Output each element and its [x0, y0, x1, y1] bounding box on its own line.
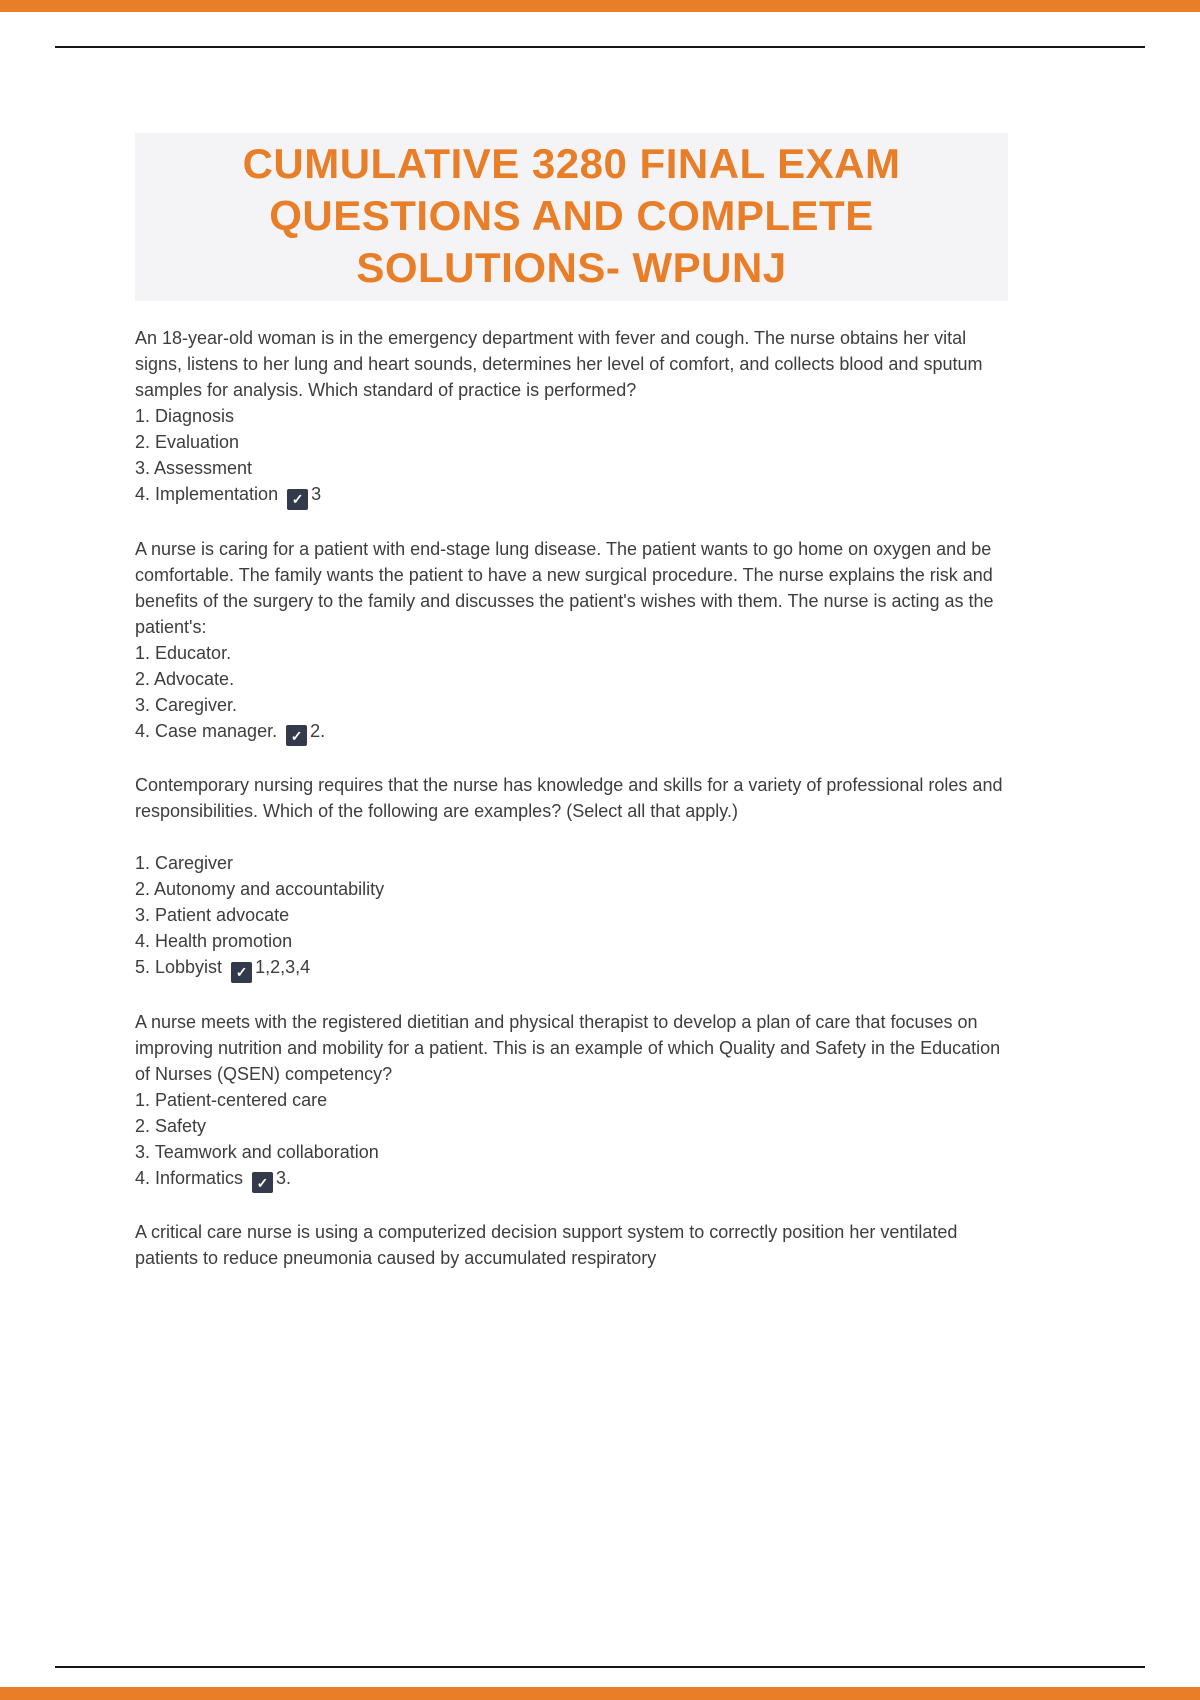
checkmark-icon: ✓ — [286, 725, 307, 746]
option-text: 2. Autonomy and accountability — [135, 879, 385, 900]
question-block — [135, 536, 1008, 747]
option-text: 1. Educator. — [135, 642, 232, 663]
option-text: 2. Evaluation — [135, 432, 240, 453]
correct-answer: 3 — [311, 484, 322, 505]
option-text: 1. Diagnosis — [135, 406, 235, 427]
option-text: 2. Safety — [135, 1115, 207, 1136]
question-block — [135, 772, 1008, 983]
document-title-line: QUESTIONS AND COMPLETE — [269, 192, 874, 240]
correct-answer: 2. — [310, 720, 326, 741]
answer-option — [135, 850, 1008, 876]
option-text: 2. Advocate. — [135, 668, 235, 689]
document-title-line: CUMULATIVE 3280 FINAL EXAM — [242, 140, 901, 187]
question-block — [135, 1009, 1008, 1194]
answer-option — [135, 692, 1008, 718]
checkmark-icon: ✓ — [231, 962, 252, 983]
question-block — [135, 325, 1008, 510]
option-text: 3. Caregiver. — [135, 694, 238, 715]
answer-option — [135, 666, 1008, 692]
option-text: 4. Informatics — [135, 1167, 244, 1188]
correct-answer: 1,2,3,4 — [255, 957, 311, 978]
answer-option — [135, 403, 1008, 429]
checkmark-icon: ✓ — [252, 1172, 273, 1193]
answer-option — [135, 1139, 1008, 1165]
option-text: 3. Teamwork and collaboration — [135, 1141, 379, 1162]
option-text: 1. Patient-centered care — [135, 1089, 328, 1110]
blank-line — [135, 824, 1008, 850]
document-title-line: SOLUTIONS- WPUNJ — [356, 244, 787, 292]
question-stem: A nurse is caring for a patient with end-stage lung disease. The patient wants to go home on oxygen and be comfortable. The family wants the patient to have a new surgical procedure. The nurse explains the risk and benefits of the surgery to the family and discusses the patient's wishes with them. The nurse is acting as the patient's: — [135, 538, 994, 637]
question-stem: A nurse meets with the registered dietitian and physical therapist to develop a plan of care that focuses on improving nutrition and mobility for a patient. This is an example of which Quality and Safety in the Education of Nurses (QSEN) competency? — [135, 1011, 1001, 1084]
answer-option — [135, 640, 1008, 666]
question-block — [135, 1219, 1008, 1271]
top-accent-bar — [0, 0, 1200, 12]
answer-option — [135, 455, 1008, 481]
option-text: 4. Implementation — [135, 484, 279, 505]
footer-rule — [55, 1666, 1145, 1668]
answer-option — [135, 928, 1008, 954]
question-stem: Contemporary nursing requires that the nurse has knowledge and skills for a variety of professional roles and responsibilities. Which of the following are examples? (Select all that apply.) — [135, 775, 1003, 822]
answer-option — [135, 1165, 1008, 1194]
option-text: 1. Caregiver — [135, 853, 234, 874]
answer-option — [135, 481, 1008, 510]
bottom-accent-bar — [0, 1687, 1200, 1700]
page-content — [135, 133, 1008, 1297]
checkmark-icon: ✓ — [287, 489, 308, 510]
answer-option — [135, 1113, 1008, 1139]
answer-option — [135, 954, 1008, 983]
option-text: 3. Assessment — [135, 458, 253, 479]
correct-answer: 3. — [276, 1167, 292, 1188]
header-rule — [55, 46, 1145, 48]
question-stem: A critical care nurse is using a computerized decision support system to correctly position her ventilated patients to reduce pneumonia caused by accumulated respiratory — [135, 1222, 958, 1269]
option-text: 3. Patient advocate — [135, 905, 290, 926]
answer-option — [135, 429, 1008, 455]
title-box — [135, 133, 1008, 301]
answer-option — [135, 902, 1008, 928]
answer-option — [135, 718, 1008, 747]
question-stem: An 18-year-old woman is in the emergency department with fever and cough. The nurse obtains her vital signs, listens to her lung and heart sounds, determines her level of comfort, and collects blood and sputum samples for analysis. Which standard of practice is performed? — [135, 328, 983, 401]
option-text: 4. Health promotion — [135, 931, 293, 952]
option-text: 4. Case manager. — [135, 720, 278, 741]
answer-option — [135, 1087, 1008, 1113]
answer-option — [135, 876, 1008, 902]
option-text: 5. Lobbyist — [135, 957, 223, 978]
